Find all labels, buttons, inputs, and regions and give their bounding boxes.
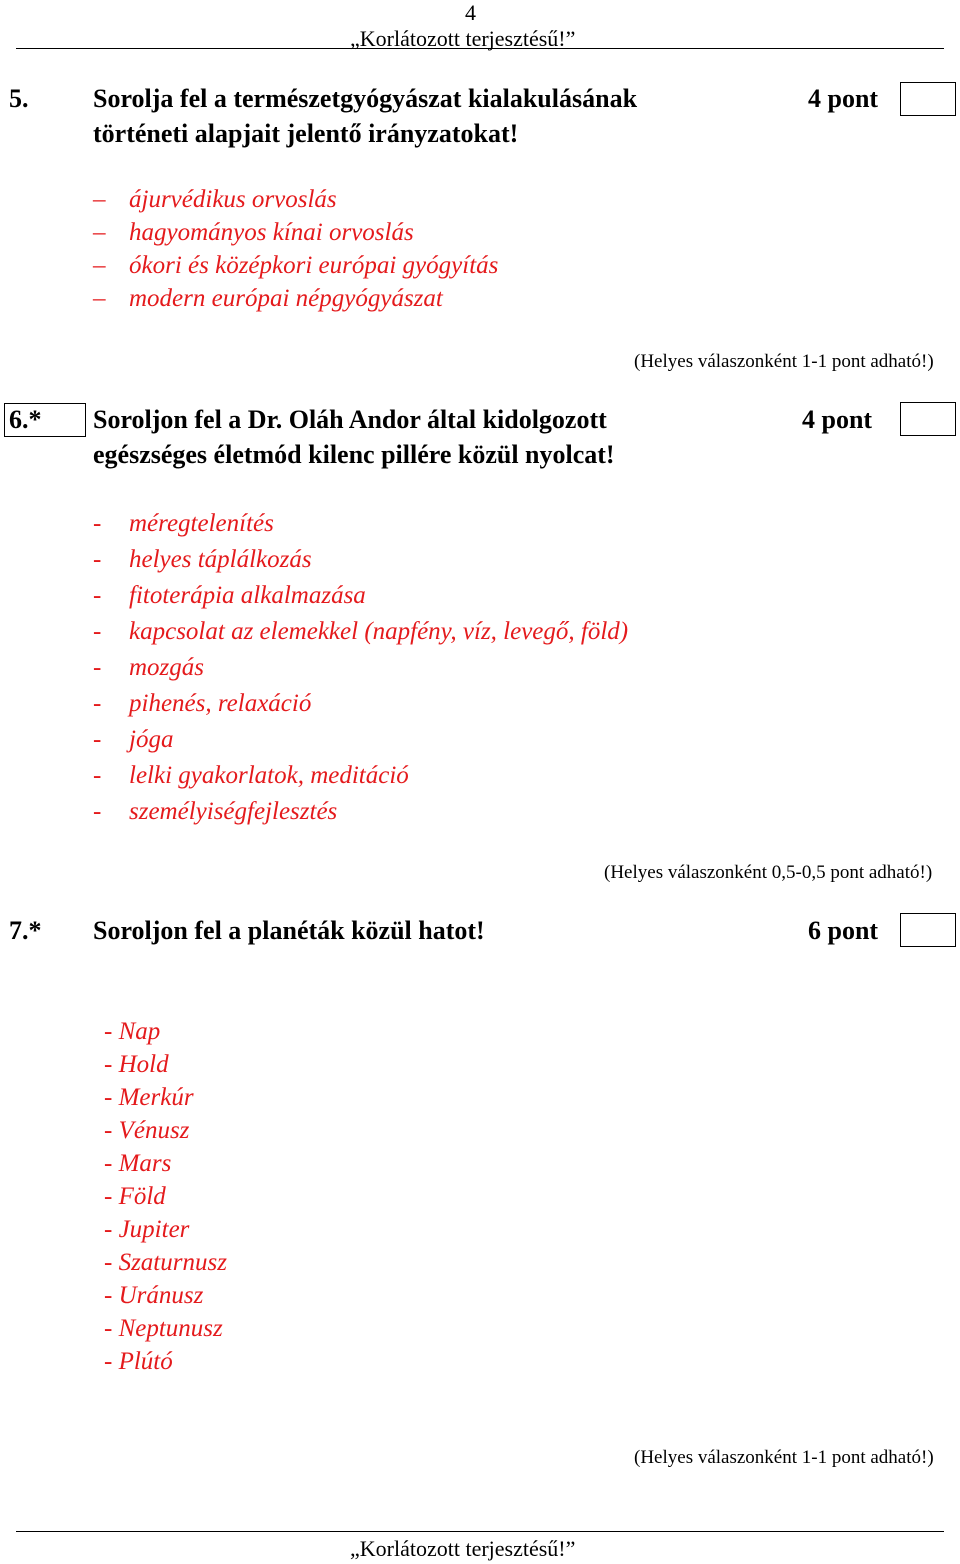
answer-item: modern európai népgyógyászat [129, 285, 443, 312]
answer-dash: – [93, 252, 106, 279]
answer-dash: - [93, 546, 102, 573]
question-5-scoring-note: (Helyes válaszonként 1-1 pont adható!) [634, 351, 934, 372]
answer-item: méregtelenítés [129, 510, 274, 537]
answer-dash: – [93, 186, 106, 213]
question-5-score-box[interactable] [900, 82, 956, 116]
question-6-points: 4 pont [802, 405, 873, 434]
answer-dash: - [93, 654, 102, 681]
answer-item: kapcsolat az elemekkel (napfény, víz, levegő, föld) [129, 618, 629, 645]
answer-item: lelki gyakorlatok, meditáció [129, 762, 409, 789]
answer-item: személyiségfejlesztés [129, 798, 338, 825]
answer-item: - Hold [104, 1051, 169, 1078]
answer-item: - Szaturnusz [104, 1249, 227, 1276]
question-5-text-line1: Sorolja fel a természetgyógyászat kialakulásának [93, 84, 638, 113]
answer-dash: - [93, 762, 102, 789]
answer-item: ókori és középkori európai gyógyítás [129, 252, 499, 279]
answer-item: helyes táplálkozás [129, 546, 312, 573]
answer-item: - Mars [104, 1150, 172, 1177]
question-6-number: 6.* [9, 405, 42, 434]
header-rule [16, 48, 944, 49]
question-6-scoring-note: (Helyes válaszonként 0,5-0,5 pont adható!) [604, 862, 933, 883]
answer-dash: - [93, 582, 102, 609]
question-7-score-box[interactable] [900, 913, 956, 947]
question-5-points: 4 pont [808, 84, 879, 113]
question-7-scoring-note: (Helyes válaszonként 1-1 pont adható!) [634, 1447, 934, 1468]
footer-rule [16, 1531, 944, 1532]
answer-item: - Plútó [104, 1348, 173, 1375]
answer-item: - Föld [104, 1183, 166, 1210]
answer-item: - Nap [104, 1018, 161, 1045]
answer-item: mozgás [129, 654, 205, 681]
answer-item: pihenés, relaxáció [129, 690, 312, 717]
question-7-points: 6 pont [808, 916, 879, 945]
footer-restriction: „Korlátozott terjesztésű!” [350, 1536, 576, 1561]
question-6-text-line2: egészséges életmód kilenc pillére közül nyolcat! [93, 440, 615, 469]
answer-item: - Uránusz [104, 1282, 204, 1309]
header-restriction: „Korlátozott terjesztésű!” [350, 26, 576, 51]
question-6-text-line1: Soroljon fel a Dr. Oláh Andor által kidolgozott [93, 405, 607, 434]
question-6-score-box[interactable] [900, 402, 956, 436]
answer-item: - Vénusz [104, 1117, 190, 1144]
question-7-number: 7.* [9, 916, 42, 945]
question-7-text: Soroljon fel a planéták közül hatot! [93, 916, 485, 945]
answer-dash: - [93, 690, 102, 717]
question-5-number: 5. [9, 84, 29, 113]
answer-item: - Neptunusz [104, 1315, 223, 1342]
answer-item: ájurvédikus orvoslás [129, 186, 337, 213]
answer-dash: – [93, 219, 106, 246]
answer-dash: - [93, 510, 102, 537]
answer-item: fitoterápia alkalmazása [129, 582, 366, 609]
answer-dash: – [93, 285, 106, 312]
answer-dash: - [93, 798, 102, 825]
answer-item: jóga [129, 726, 174, 753]
answer-dash: - [93, 618, 102, 645]
answer-item: - Jupiter [104, 1216, 190, 1243]
answer-item: hagyományos kínai orvoslás [129, 219, 414, 246]
answer-item: - Merkúr [104, 1084, 194, 1111]
question-5-text-line2: történeti alapjait jelentő irányzatokat! [93, 119, 519, 148]
answer-dash: - [93, 726, 102, 753]
page-number: 4 [465, 0, 476, 25]
